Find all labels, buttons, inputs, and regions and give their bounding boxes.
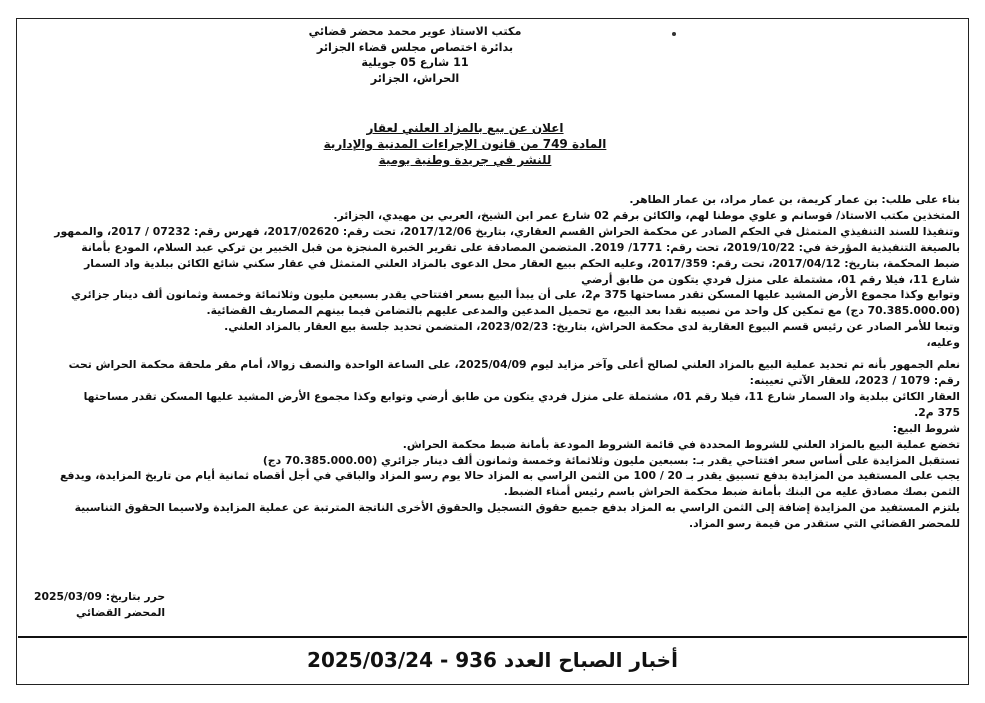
body-line: المتخذين مكتب الاستاذ/ قوسانم و علوي موطنا لهم، والكائن برقم 02 شارع عمر ابن الشيخ، العربي بن مهيدي، الجزائر. xyxy=(333,208,960,222)
header-line: مكتب الاستاذ عوير محمد محضر قضائي xyxy=(308,25,522,38)
body-line: وتوابع وكذا مجموع الأرض المشيد عليها المسكن تقدر مساحتها 375 م2، على أن يبدأ البيع بسعر افتتاحي يقدر بسبعين مليون وثلاثمائة وخمسة وثمانون ألف دينار جزائري xyxy=(71,288,960,302)
announcement-body xyxy=(24,192,960,532)
body-line: 375 م2. xyxy=(914,405,960,419)
body-line: (70.385.000.00 دج) مع تمكين كل واحد من نصيبه نقدا بعد البيع، مع تحميل المدعين والمدعى عليهم بالتضامن فيما بينهم المصاريف القضائية. xyxy=(206,304,960,318)
ink-dot xyxy=(672,32,676,36)
announcement-title xyxy=(305,120,625,168)
footer-text: أخبار الصباح العدد 936 - 2025/03/24 xyxy=(307,648,678,672)
title-line: للنشر في جريدة وطنية يومية xyxy=(378,153,552,167)
signature-date: حرر بتاريخ: 2025/03/09 xyxy=(34,590,166,603)
body-line: وعليه، xyxy=(926,336,960,350)
body-line: الثمن بصك مصادق عليه من البنك بأمانة ضبط محكمة الحراش باسم رئيس أمناء الضبط. xyxy=(503,485,960,499)
title-line: اعلان عن بيع بالمزاد العلني لعقار xyxy=(366,121,564,135)
conditions-heading: شروط البيع: xyxy=(892,421,960,435)
body-line: للمحضر القضائي التي ستقدر من قيمة رسو المزاد. xyxy=(689,517,960,531)
body-line: رقم: 1079 / 2023، للعقار الآتي تعيينه: xyxy=(749,373,960,387)
header-line: بدائرة اختصاص مجلس قضاء الجزائر xyxy=(316,40,514,54)
body-line: ضبط المحكمة، بتاريخ: 2017/04/12، تحت رقم: 2017/359، وعليه الحكم ببيع العقار محل الدعوى بالمزاد العلني المتمثل في عقار سكني شائع الكائن ببلدية واد السمار xyxy=(84,256,960,270)
body-line: يجب على المستفيد من المزايدة بدفع تسبيق يقدر بـ 20 / 100 من الثمن الراسي به المزاد حالا يوم رسو المزاد والباقي في أجل أقصاه ثمانية أيام من تاريخ المزايدة، ويدفع xyxy=(60,469,960,483)
bailiff-office-header xyxy=(285,24,545,86)
body-line: بناء على طلب: بن عمار كريمة، بن عمار مراد، بن عمار الطاهر. xyxy=(629,193,960,206)
body-line: نعلم الجمهور بأنه تم تحديد عملية البيع بالمزاد العلني لصالح أعلى وآخر مزايد ليوم 2025/04/09، على الساعة الواحدة والنصف زوالا، أمام مقر ملحقة محكمة الحراش تحت xyxy=(68,358,960,372)
header-line: 11 شارع 05 جويلية xyxy=(361,56,469,69)
signature-role: المحضر القضائي xyxy=(76,605,166,619)
body-line: تستقبل المزايدة على أساس سعر افتتاحي يقدر بـ: بسبعين مليون وثلاثمائة وخمسة وثمانون ألف دينار جزائري (70.385.000.00 دج) xyxy=(262,453,960,467)
body-line: وتنفيذا للسند التنفيذي المتمثل في الحكم الصادر عن محكمة الحراش القسم العقاري، بتاريخ 2017/12/06، تحت رقم: 2017/02620، فهرس رقم: 07232 / 2017، والممهور xyxy=(54,224,960,238)
body-line: وتبعا للأمر الصادر عن رئيس قسم البيوع العقارية لدى محكمة الحراش، بتاريخ: 2023/02/23، المتضمن تحديد جلسة بيع العقار بالمزاد العلني. xyxy=(224,320,960,334)
header-line: الحراش، الجزائر xyxy=(370,71,460,85)
body-line: شارع 11، فيلا رقم 01، مشتملة على منزل فردي يتكون من طابق أرضي xyxy=(581,272,960,286)
signature-block xyxy=(34,589,165,620)
newspaper-footer xyxy=(18,638,967,682)
title-line: المادة 749 من قانون الإجراءات المدنية والإدارية xyxy=(323,137,607,151)
body-line: تخضع عملية البيع بالمزاد العلني للشروط المحددة في قائمة الشروط المودعة بأمانة ضبط محكمة الحراش. xyxy=(402,437,960,451)
body-line: العقار الكائن ببلدية واد السمار شارع 11، فيلا رقم 01، مشتملة على منزل فردي يتكون من طابق أرضي وتوابع وكذا مجموع الأرض المشيد عليها المسكن تقدر مساحتها xyxy=(83,389,960,403)
body-line: بالصيغة التنفيذية المؤرخة في: 2019/10/22، تحت رقم: 1771/ 2019. المتضمن المصادقة على تقرير الخبرة المنجزة من قبل الخبير بن تركي عبد السلام، المودع بأمانة xyxy=(81,240,960,254)
body-line: يلتزم المستفيد من المزايدة إضافة إلى الثمن الراسي به المزاد بدفع جميع حقوق التسجيل والحقوق الأخرى الناتجة المترتبة عن عملية المزايدة ولاسيما الحقوق التناسبية xyxy=(74,501,960,515)
